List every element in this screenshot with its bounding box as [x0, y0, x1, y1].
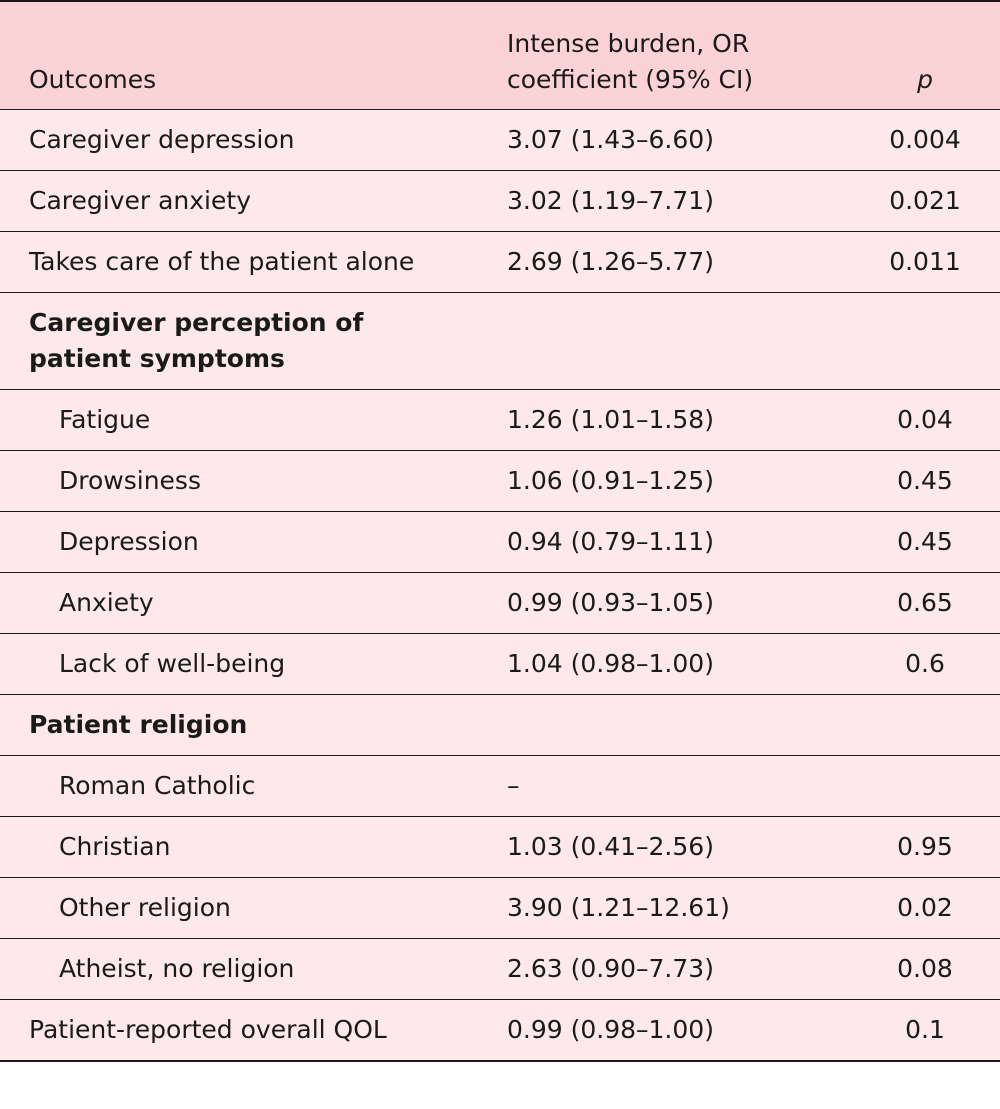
- table-row: [0, 634, 1000, 695]
- row-p: 0.65: [858, 573, 1000, 634]
- table-row: [0, 817, 1000, 878]
- header-or-line1: Intense burden, OR: [507, 29, 750, 58]
- table-row: [0, 110, 1000, 171]
- row-label: Drowsiness: [0, 451, 478, 512]
- row-label: Anxiety: [0, 573, 478, 634]
- row-p: 0.02: [858, 878, 1000, 939]
- header-outcomes: Outcomes: [0, 1, 478, 110]
- row-label: Other religion: [0, 878, 478, 939]
- table-row: [0, 171, 1000, 232]
- row-p: 0.6: [858, 634, 1000, 695]
- row-p: 0.021: [858, 171, 1000, 232]
- table-row: [0, 1000, 1000, 1062]
- header-or-line2: coefficient (95% CI): [507, 65, 754, 94]
- row-or: 1.26 (1.01–1.58): [478, 390, 858, 451]
- table-row: [0, 939, 1000, 1000]
- row-label: Caregiver anxiety: [0, 171, 478, 232]
- row-or: [478, 695, 858, 756]
- header-p-value: p: [858, 1, 1000, 110]
- row-p: [858, 695, 1000, 756]
- row-p: 0.004: [858, 110, 1000, 171]
- table-row: [0, 512, 1000, 573]
- row-p: [858, 293, 1000, 390]
- row-or: 1.06 (0.91–1.25): [478, 451, 858, 512]
- row-p: [858, 756, 1000, 817]
- row-label: Atheist, no religion: [0, 939, 478, 1000]
- row-label: Caregiver depression: [0, 110, 478, 171]
- table-row: [0, 451, 1000, 512]
- row-p: 0.45: [858, 512, 1000, 573]
- row-or: –: [478, 756, 858, 817]
- table-header-row: [0, 1, 1000, 110]
- section-row: [0, 293, 1000, 390]
- row-or: 1.03 (0.41–2.56): [478, 817, 858, 878]
- table-row: [0, 756, 1000, 817]
- table-row: [0, 232, 1000, 293]
- row-or: 3.07 (1.43–6.60): [478, 110, 858, 171]
- section-row: [0, 695, 1000, 756]
- section-label: Patient religion: [0, 695, 478, 756]
- row-p: 0.04: [858, 390, 1000, 451]
- row-p: 0.45: [858, 451, 1000, 512]
- header-or-coefficient: [478, 1, 858, 110]
- table-row: [0, 390, 1000, 451]
- row-label: Lack of well-being: [0, 634, 478, 695]
- row-or: [478, 293, 858, 390]
- row-or: 0.94 (0.79–1.11): [478, 512, 858, 573]
- row-p: 0.011: [858, 232, 1000, 293]
- row-label: Depression: [0, 512, 478, 573]
- row-label: Roman Catholic: [0, 756, 478, 817]
- row-p: 0.1: [858, 1000, 1000, 1062]
- row-or: 3.02 (1.19–7.71): [478, 171, 858, 232]
- table-row: [0, 878, 1000, 939]
- row-label: Fatigue: [0, 390, 478, 451]
- row-label: Takes care of the patient alone: [0, 232, 478, 293]
- row-or: 2.69 (1.26–5.77): [478, 232, 858, 293]
- row-label: Patient-reported overall QOL: [0, 1000, 478, 1062]
- row-or: 1.04 (0.98–1.00): [478, 634, 858, 695]
- row-or: 0.99 (0.98–1.00): [478, 1000, 858, 1062]
- row-or: 2.63 (0.90–7.73): [478, 939, 858, 1000]
- row-p: 0.95: [858, 817, 1000, 878]
- row-or: 0.99 (0.93–1.05): [478, 573, 858, 634]
- section-label: Caregiver perception of patient symptoms: [0, 293, 478, 390]
- row-label: Christian: [0, 817, 478, 878]
- row-p: 0.08: [858, 939, 1000, 1000]
- table-row: [0, 573, 1000, 634]
- row-or: 3.90 (1.21–12.61): [478, 878, 858, 939]
